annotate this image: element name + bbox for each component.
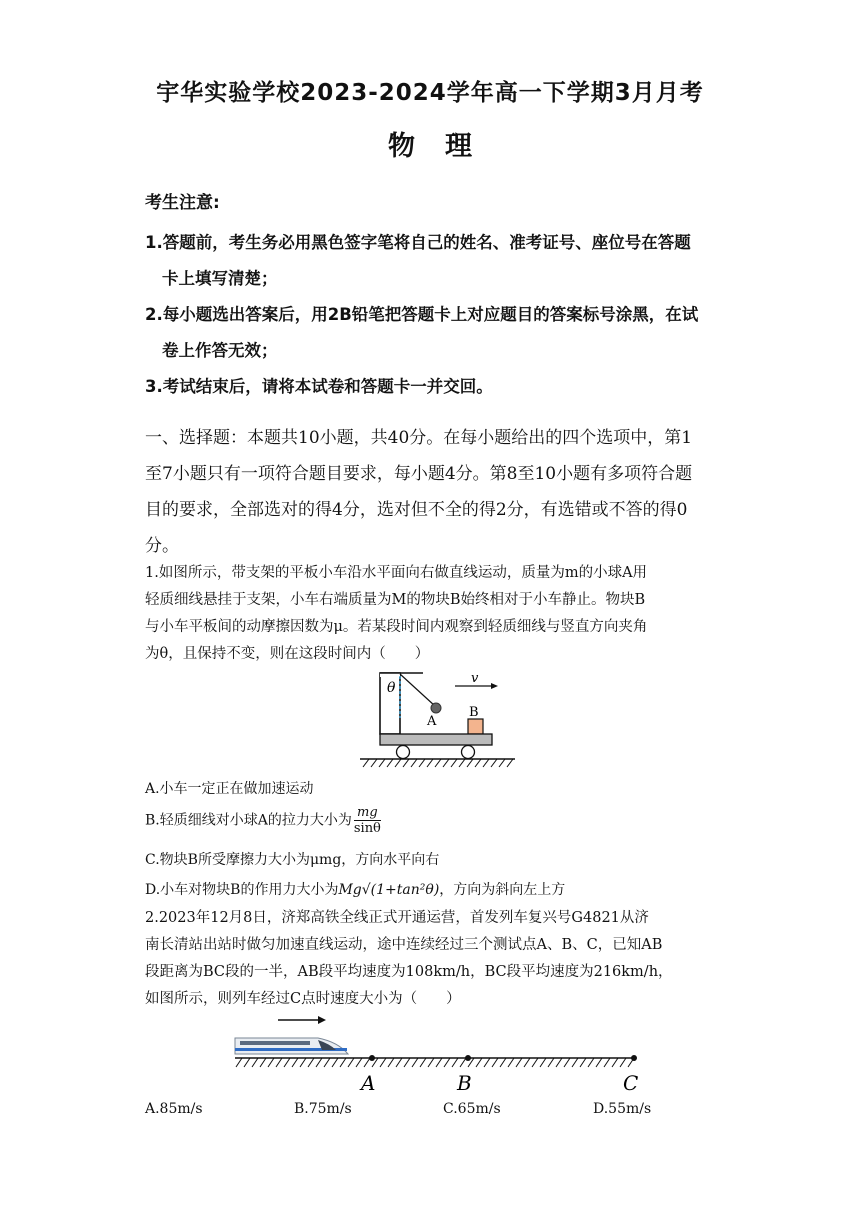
question-line: 段距离为BC段的一半，AB段平均速度为108km/h，BC段平均速度为216km/h， — [145, 964, 673, 980]
point-a-label: A — [361, 1071, 376, 1095]
section-one-instructions — [145, 420, 720, 564]
section-line: 分。 — [145, 536, 179, 556]
question-2-stem — [145, 905, 715, 1013]
section-line: 一、选择题：本题共10小题，共40分。在每小题给出的四个选项中，第1 — [145, 428, 693, 448]
block-label: B — [469, 705, 479, 720]
question-line: 1.如图所示，带支架的平板小车沿水平面向右做直线运动，质量为m的小球A用 — [145, 565, 648, 581]
cart-figure — [355, 668, 520, 773]
fraction — [354, 805, 381, 836]
question-line: 2.2023年12月8日，济郑高铁全线正式开通运营，首发列车复兴号G4821从济 — [145, 910, 649, 926]
exam-title: 宇华实验学校2023-2024学年高一下学期3月月考 — [156, 80, 704, 106]
train-figure — [230, 1010, 650, 1096]
cart-plate — [380, 734, 492, 745]
question-line: 轻质细线悬挂于支架，小车右端质量为M的物块B始终相对于小车静止。物块B — [145, 592, 646, 608]
formula: Mg√(1+tan²θ) — [338, 882, 440, 898]
q2-option-d: D.55m/s — [593, 1101, 652, 1117]
q1-option-c: C.物块B所受摩擦力大小为μmg，方向水平向右 — [145, 852, 440, 868]
question-line: 如图所示，则列车经过C点时速度大小为（ ） — [145, 991, 461, 1007]
ball-label: A — [427, 714, 437, 729]
section-line: 至7小题只有一项符合题目要求，每小题4分。第8至10小题有多项符合题 — [145, 464, 693, 484]
point-a — [369, 1055, 375, 1061]
notice-item: 3.考试结束后，请将本试卷和答题卡一并交回。 — [145, 377, 493, 396]
q1-option-b — [145, 805, 381, 836]
q1-option-a: A.小车一定正在做加速运动 — [145, 781, 314, 797]
string-line — [400, 674, 435, 706]
train-icon — [235, 1038, 348, 1054]
question-line: 与小车平板间的动摩擦因数为μ。若某段时间内观察到轻质细线与竖直方向夹角 — [145, 619, 648, 635]
fraction-numerator: mg — [354, 805, 381, 821]
block-b — [468, 719, 483, 734]
option-text: B.轻质细线对小球A的拉力大小为 — [145, 812, 352, 829]
point-b-label: B — [457, 1071, 472, 1095]
velocity-label: v — [471, 671, 479, 686]
q2-option-b: B.75m/s — [294, 1101, 352, 1117]
point-b — [465, 1055, 471, 1061]
q1-option-d — [145, 879, 565, 899]
cart-wheel — [462, 746, 475, 759]
point-c — [631, 1055, 637, 1061]
notice-heading: 考生注意: — [145, 193, 220, 213]
notice-item: 卡上填写清楚； — [162, 269, 278, 288]
q2-option-c: C.65m/s — [443, 1101, 501, 1117]
notice-list — [145, 225, 735, 405]
question-line: 南长清站出站时做匀加速直线运动，途中连续经过三个测试点A、B、C，已知AB — [145, 937, 663, 953]
theta-label: θ — [387, 680, 396, 696]
ball-a — [431, 703, 441, 713]
point-c-label: C — [623, 1071, 639, 1095]
question-1-stem — [145, 560, 715, 668]
option-text: D.小车对物块B的作用力大小为 — [145, 882, 339, 898]
question-line: 为θ，且保持不变，则在这段时间内（ ） — [145, 646, 430, 662]
subject-title: 物理 — [388, 131, 502, 162]
section-line: 目的要求，全部选对的得4分，选对但不全的得2分，有选错或不答的得0 — [145, 500, 688, 520]
cart-wheel — [397, 746, 410, 759]
option-text: ，方向为斜向左上方 — [439, 882, 566, 898]
notice-item: 2.每小题选出答案后，用2B铅笔把答题卡上对应题目的答案标号涂黑，在试 — [145, 305, 699, 324]
q2-option-a: A.85m/s — [145, 1101, 203, 1117]
fraction-denominator: sinθ — [353, 821, 381, 836]
notice-item: 卷上作答无效； — [162, 341, 278, 360]
notice-item: 1.答题前，考生务必用黑色签字笔将自己的姓名、准考证号、座位号在答题 — [145, 233, 691, 252]
